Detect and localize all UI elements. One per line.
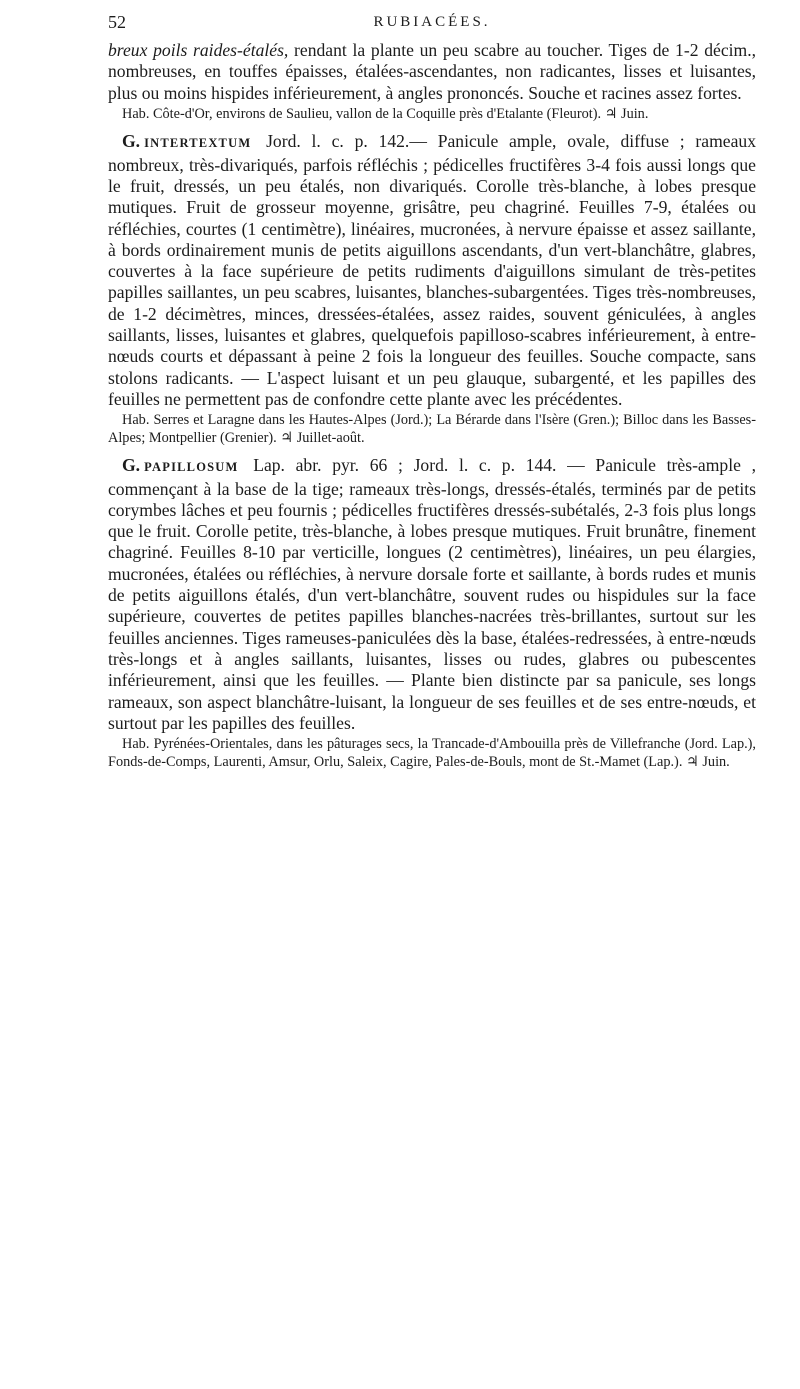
species-entry-papillosum	[108, 455, 756, 734]
genus-abbrev: G.	[122, 455, 141, 476]
running-head: RUBIACÉES.	[373, 14, 491, 30]
habitat-note: Hab. Serres et Laragne dans les Hautes-Alpes (Jord.); La Bérarde dans l'Isère (Gren.); Billoc dans les Basses-Alpes; Montpellier (Grenier). ♃ Juillet-août.	[108, 412, 756, 446]
species-entry-intertextum	[108, 131, 756, 410]
page-header	[108, 6, 756, 36]
species-name: PAPILLOSUM	[144, 460, 239, 475]
habitat-note: Hab. Côte-d'Or, environs de Saulieu, vallon de la Coquille près d'Etalante (Fleurot). ♃ Juin.	[122, 105, 649, 122]
species-name: INTERTEXTUM	[144, 136, 252, 151]
genus-abbrev: G.	[122, 131, 141, 152]
habitat-note: Hab. Pyrénées-Orientales, dans les pâturages secs, la Trancade-d'Ambouilla près de Villefranche (Jord. Lap.), Fonds-de-Comps, Laurenti, Amsur, Orlu, Saleix, Cagire, Pales-de-Bouls, mont de St.-Mamet (Lap.). ♃ Juin.	[108, 736, 756, 770]
paragraph-lead: breux poils raides-étalés,	[108, 40, 289, 60]
species-description: Jord. l. c. p. 142.— Panicule ample, ovale, diffuse ; rameaux nombreux, très-divariqués, parfois réfléchis ; pédicelles fructifères 3-4 fois aussi longs que le fruit, dressés, un peu étalés, non divariqués. Corolle très-blanche, à lobes presque mutiques. Fruit de grosseur moyenne, grisâtre, peu chagriné. Feuilles 7-9, étalées ou réfléchies, courtes (1 centimètre), linéaires, mucronées, à nervure épaisse et assez saillante, à bords ordinairement munis de petits aiguillons ascendants, d'un vert-blanchâtre, glabres, couvertes à la face supérieure de petits rudiments d'aiguillons simulant de très-petites papilles saillantes, un peu scabres, luisantes, blanches-subargentées. Tiges très-nombreuses, de 1-2 décimètres, minces, dressées-étalées, assez raides, souvent géniculées, à angles saillants, lisses, luisantes et glabres, quelquefois papilloso-scabres inférieurement, à entre-nœuds courts et dépassant à peine 2 fois la longueur des feuilles. Souche compacte, sans stolons radicants. — L'aspect luisant et un peu glauque, subargenté, et les papilles des feuilles ne permettent pas de confondre cette plante avec les précédentes.	[108, 131, 756, 409]
species-description: Lap. abr. pyr. 66 ; Jord. l. c. p. 144. — Panicule très-ample , commençant à la base de la tige; rameaux très-longs, dressés-étalés, terminés par de petits corymbes lâches et peu fournis ; pédicelles fructifères dressés-subétalés, 2-3 fois plus longs que le fruit. Corolle petite, très-blanche, à lobes presque mutiques. Fruit brunâtre, finement chagriné. Feuilles 8-10 par verticille, longues (2 centimètres), linéaires, un peu élargies, mucronées, étalées ou réfléchies, à nervure dorsale forte et saillante, à bords rudes et munis de petits aiguillons étalés, d'un vert-blanchâtre, souvent rudes ou hispidules sur la face supérieure, couvertes de petites papilles blanches-nacrées très-brillantes, surtout sur les feuilles anciennes. Tiges rameuses-paniculées dès la base, étalées-redressées, à entre-nœuds très-longs et à angles saillants, luisantes, lisses ou rudes, glabres ou pubescentes inférieurement, ainsi que les feuilles. — Plante bien distincte par sa panicule, ses longs rameaux, son aspect blanchâtre-luisant, la longueur de ses feuilles et de ses entre-nœuds, et surtout par les papilles des feuilles.	[108, 455, 756, 733]
page-number: 52	[108, 12, 126, 32]
description-paragraph-continued	[108, 40, 756, 104]
body-text	[108, 40, 756, 771]
paragraph-text: rendant la plante un peu scabre au toucher. Tiges de 1-2 décim., nombreuses, en touffes épaisses, étalées-ascendantes, non radicantes, lisses et luisantes, plus ou moins hispides inférieurement, à angles prononcés. Souche et racines assez fortes.	[108, 40, 756, 103]
